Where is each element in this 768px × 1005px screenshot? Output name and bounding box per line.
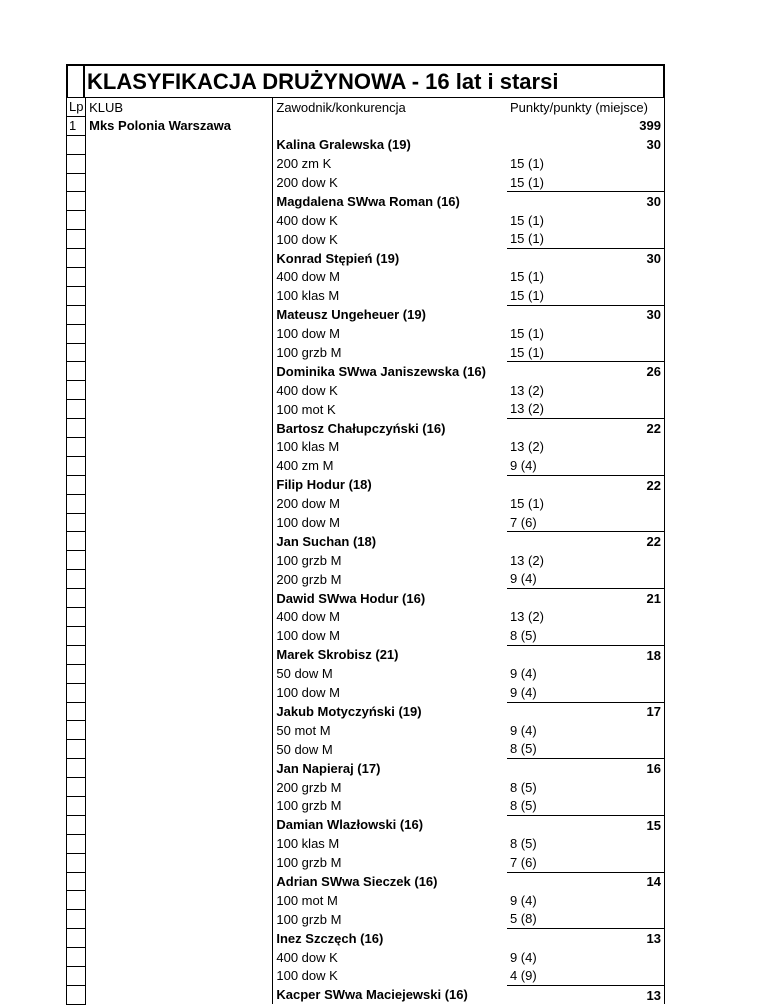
athlete-row — [67, 135, 665, 154]
athlete-total: 18 — [507, 645, 665, 664]
event-name: 200 dow M — [276, 496, 340, 512]
title-lp-cell — [66, 66, 85, 97]
event-points: 7 (6) — [507, 853, 665, 872]
athlete-total: 17 — [507, 702, 665, 721]
lp-cell — [67, 456, 86, 475]
event-points: 9 (4) — [507, 456, 665, 475]
club-cell — [86, 324, 273, 343]
event-row — [67, 948, 665, 967]
club-cell — [86, 948, 273, 967]
lp-cell — [67, 608, 86, 627]
event-points: 4 (9) — [507, 966, 665, 985]
club-cell — [86, 419, 273, 438]
event-row — [67, 154, 665, 173]
event-name: 100 grzb M — [276, 911, 342, 927]
athlete-name: Filip Hodur (18) — [276, 477, 372, 493]
event-row — [67, 324, 665, 343]
club-cell — [86, 135, 273, 154]
lp-cell — [67, 419, 86, 438]
event-points: 9 (4) — [507, 664, 665, 683]
event-name: 50 dow M — [276, 741, 333, 757]
club-cell — [86, 853, 273, 872]
club-cell — [86, 570, 273, 589]
lp-cell — [67, 778, 86, 797]
athlete-name: Damian Wlazłowski (16) — [276, 817, 424, 833]
team-competitor-empty — [273, 116, 507, 135]
lp-cell — [67, 985, 86, 1004]
event-row — [67, 268, 665, 287]
lp-cell — [67, 532, 86, 551]
lp-cell — [67, 626, 86, 645]
lp-cell — [67, 475, 86, 494]
athlete-name: Kalina Gralewska (19) — [276, 137, 411, 153]
lp-cell — [67, 759, 86, 778]
club-cell — [86, 929, 273, 948]
club-cell — [86, 796, 273, 815]
club-cell — [86, 211, 273, 230]
team-total: 399 — [507, 116, 665, 135]
event-points: 5 (8) — [507, 910, 665, 929]
lp-cell — [67, 551, 86, 570]
athlete-row — [67, 872, 665, 891]
event-name: 100 grzb M — [276, 552, 342, 568]
lp-cell — [67, 702, 86, 721]
header-competitor: Zawodnik/konkurencja — [276, 99, 406, 115]
athlete-name: Mateusz Ungeheuer (19) — [276, 307, 426, 323]
event-name: 100 dow K — [276, 968, 338, 984]
athlete-row — [67, 362, 665, 381]
event-row — [67, 853, 665, 872]
athlete-row — [67, 815, 665, 834]
athlete-total: 30 — [507, 305, 665, 324]
lp-cell — [67, 400, 86, 419]
title-row — [66, 64, 665, 98]
event-name: 400 dow K — [276, 212, 338, 228]
event-points: 8 (5) — [507, 834, 665, 853]
athlete-row — [67, 929, 665, 948]
club-cell — [86, 305, 273, 324]
event-points: 13 (2) — [507, 400, 665, 419]
lp-cell — [67, 249, 86, 268]
club-cell — [86, 173, 273, 192]
lp-cell — [67, 910, 86, 929]
club-cell — [86, 456, 273, 475]
athlete-row — [67, 249, 665, 268]
event-row — [67, 740, 665, 759]
lp-cell — [67, 796, 86, 815]
event-name: 100 klas M — [276, 288, 340, 304]
event-row — [67, 966, 665, 985]
lp-cell — [67, 305, 86, 324]
club-cell — [86, 230, 273, 249]
lp-cell — [67, 173, 86, 192]
club-cell — [86, 608, 273, 627]
event-name: 400 dow K — [276, 382, 338, 398]
club-cell — [86, 891, 273, 910]
athlete-name: Jan Suchan (18) — [276, 533, 377, 549]
club-cell — [86, 815, 273, 834]
club-cell — [86, 192, 273, 211]
event-row — [67, 551, 665, 570]
athlete-total: 22 — [507, 419, 665, 438]
event-name: 50 mot M — [276, 722, 331, 738]
club-cell — [86, 664, 273, 683]
club-cell — [86, 513, 273, 532]
lp-cell — [67, 494, 86, 513]
event-name: 100 mot K — [276, 401, 336, 417]
page-title: KLASYFIKACJA DRUŻYNOWA - 16 lat i starsi — [87, 69, 559, 94]
athlete-total: 30 — [507, 249, 665, 268]
event-row — [67, 683, 665, 702]
event-name: 100 dow M — [276, 628, 340, 644]
event-points: 15 (1) — [507, 324, 665, 343]
event-row — [67, 608, 665, 627]
event-name: 200 grzb M — [276, 779, 342, 795]
athlete-row — [67, 532, 665, 551]
event-name: 100 grzb M — [276, 855, 342, 871]
athlete-total: 22 — [507, 532, 665, 551]
athlete-row — [67, 985, 665, 1004]
athlete-row — [67, 645, 665, 664]
club-cell — [86, 551, 273, 570]
athlete-total: 16 — [507, 759, 665, 778]
athlete-row — [67, 759, 665, 778]
club-cell — [86, 702, 273, 721]
lp-cell — [67, 230, 86, 249]
event-name: 100 dow M — [276, 326, 340, 342]
athlete-name: Kacper SWwa Maciejewski (16) — [276, 987, 468, 1003]
club-cell — [86, 249, 273, 268]
event-row — [67, 400, 665, 419]
event-points: 15 (1) — [507, 494, 665, 513]
event-row — [67, 230, 665, 249]
athlete-total: 30 — [507, 135, 665, 154]
event-name: 400 zm M — [276, 458, 334, 474]
lp-cell — [67, 929, 86, 948]
lp-cell — [67, 834, 86, 853]
event-points: 13 (2) — [507, 551, 665, 570]
event-name: 200 zm K — [276, 156, 332, 172]
athlete-row — [67, 589, 665, 608]
event-points: 15 (1) — [507, 211, 665, 230]
lp-cell — [67, 513, 86, 532]
event-points: 8 (5) — [507, 740, 665, 759]
athlete-name: Marek Skrobisz (21) — [276, 647, 399, 663]
lp-cell — [67, 683, 86, 702]
event-name: 200 grzb M — [276, 571, 342, 587]
event-name: 100 dow M — [276, 515, 340, 531]
lp-cell — [67, 286, 86, 305]
lp-cell — [67, 891, 86, 910]
club-cell — [86, 778, 273, 797]
athlete-name: Bartosz Chałupczyński (16) — [276, 420, 446, 436]
event-row — [67, 778, 665, 797]
event-row — [67, 381, 665, 400]
results-sheet — [66, 64, 665, 1005]
event-points: 7 (6) — [507, 513, 665, 532]
header-lp: Lp — [67, 98, 86, 116]
athlete-total: 26 — [507, 362, 665, 381]
event-row — [67, 343, 665, 362]
event-row — [67, 891, 665, 910]
lp-cell — [67, 154, 86, 173]
event-row — [67, 173, 665, 192]
club-cell — [86, 268, 273, 287]
event-points: 9 (4) — [507, 891, 665, 910]
lp-cell — [67, 664, 86, 683]
event-row — [67, 664, 665, 683]
lp-cell — [67, 324, 86, 343]
club-cell — [86, 966, 273, 985]
lp-cell — [67, 853, 86, 872]
event-row — [67, 834, 665, 853]
club-cell — [86, 985, 273, 1004]
club-cell — [86, 343, 273, 362]
lp-cell — [67, 721, 86, 740]
event-points: 8 (5) — [507, 796, 665, 815]
athlete-name: Dominika SWwa Janiszewska (16) — [276, 363, 486, 379]
club-cell — [86, 759, 273, 778]
event-points: 13 (2) — [507, 608, 665, 627]
club-cell — [86, 910, 273, 929]
team-club: Mks Polonia Warszawa — [86, 116, 273, 135]
event-points: 15 (1) — [507, 173, 665, 192]
club-cell — [86, 154, 273, 173]
event-row — [67, 570, 665, 589]
athlete-total: 22 — [507, 475, 665, 494]
lp-cell — [67, 872, 86, 891]
athlete-name: Inez Szczęch (16) — [276, 930, 384, 946]
athlete-row — [67, 702, 665, 721]
club-cell — [86, 400, 273, 419]
lp-cell — [67, 362, 86, 381]
lp-cell — [67, 645, 86, 664]
event-points: 9 (4) — [507, 683, 665, 702]
event-points: 15 (1) — [507, 154, 665, 173]
event-name: 50 dow M — [276, 666, 333, 682]
lp-cell — [67, 570, 86, 589]
athlete-row — [67, 305, 665, 324]
event-points: 15 (1) — [507, 230, 665, 249]
lp-cell — [67, 740, 86, 759]
event-row — [67, 513, 665, 532]
event-points: 13 (2) — [507, 381, 665, 400]
lp-cell — [67, 815, 86, 834]
event-name: 400 dow K — [276, 949, 338, 965]
event-name: 100 grzb M — [276, 345, 342, 361]
event-points: 9 (4) — [507, 570, 665, 589]
header-club: KLUB — [86, 98, 273, 116]
athlete-total: 13 — [507, 929, 665, 948]
lp-cell — [67, 135, 86, 154]
event-points: 13 (2) — [507, 438, 665, 457]
club-cell — [86, 475, 273, 494]
event-points: 9 (4) — [507, 948, 665, 967]
header-row — [67, 98, 665, 116]
athlete-name: Jakub Motyczyński (19) — [276, 703, 422, 719]
event-name: 100 dow K — [276, 231, 338, 247]
club-cell — [86, 589, 273, 608]
club-cell — [86, 872, 273, 891]
club-cell — [86, 626, 273, 645]
athlete-name: Magdalena SWwa Roman (16) — [276, 193, 460, 209]
athlete-total: 15 — [507, 815, 665, 834]
athlete-name: Konrad Stępień (19) — [276, 250, 400, 266]
club-cell — [86, 721, 273, 740]
title-cell — [85, 66, 665, 97]
event-row — [67, 721, 665, 740]
event-name: 100 grzb M — [276, 798, 342, 814]
lp-cell — [67, 381, 86, 400]
athlete-total: 30 — [507, 192, 665, 211]
event-name: 400 dow M — [276, 609, 340, 625]
event-points: 15 (1) — [507, 343, 665, 362]
team-lp: 1 — [67, 116, 86, 135]
event-row — [67, 456, 665, 475]
athlete-row — [67, 419, 665, 438]
athlete-name: Adrian SWwa Sieczek (16) — [276, 873, 438, 889]
club-cell — [86, 683, 273, 702]
club-cell — [86, 494, 273, 513]
club-cell — [86, 438, 273, 457]
athlete-name: Dawid SWwa Hodur (16) — [276, 590, 426, 606]
club-cell — [86, 834, 273, 853]
club-cell — [86, 286, 273, 305]
event-name: 100 dow M — [276, 685, 340, 701]
event-points: 15 (1) — [507, 268, 665, 287]
lp-cell — [67, 589, 86, 608]
event-name: 200 dow K — [276, 175, 338, 190]
lp-cell — [67, 948, 86, 967]
club-cell — [86, 740, 273, 759]
club-cell — [86, 532, 273, 551]
event-points: 15 (1) — [507, 286, 665, 305]
athlete-total: 14 — [507, 872, 665, 891]
athlete-name: Jan Napieraj (17) — [276, 760, 381, 776]
event-points: 8 (5) — [507, 626, 665, 645]
lp-cell — [67, 966, 86, 985]
event-name: 100 mot M — [276, 892, 338, 908]
athlete-total: 21 — [507, 589, 665, 608]
event-name: 100 klas M — [276, 439, 340, 455]
event-row — [67, 796, 665, 815]
event-row — [67, 626, 665, 645]
event-row — [67, 286, 665, 305]
event-points: 8 (5) — [507, 778, 665, 797]
athlete-total: 13 — [507, 985, 665, 1004]
event-row — [67, 438, 665, 457]
classification-table — [66, 98, 665, 1005]
athlete-row — [67, 475, 665, 494]
header-points: Punkty/punkty (miejsce) — [507, 98, 665, 116]
club-cell — [86, 362, 273, 381]
lp-cell — [67, 268, 86, 287]
event-name: 400 dow M — [276, 269, 340, 285]
club-cell — [86, 381, 273, 400]
event-row — [67, 910, 665, 929]
lp-cell — [67, 211, 86, 230]
event-row — [67, 494, 665, 513]
lp-cell — [67, 343, 86, 362]
club-cell — [86, 645, 273, 664]
lp-cell — [67, 438, 86, 457]
event-name: 100 klas M — [276, 836, 340, 852]
athlete-row — [67, 192, 665, 211]
lp-cell — [67, 192, 86, 211]
event-points: 9 (4) — [507, 721, 665, 740]
team-row — [67, 116, 665, 135]
event-row — [67, 211, 665, 230]
